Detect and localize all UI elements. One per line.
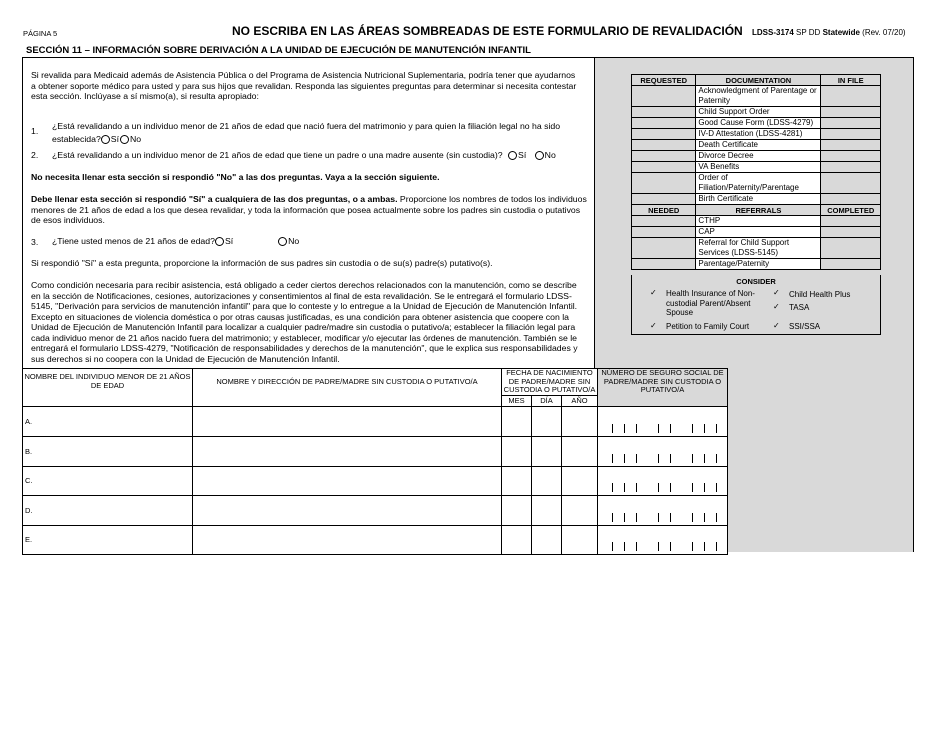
month-cell[interactable] bbox=[502, 406, 532, 436]
ssn-digit-divider bbox=[658, 542, 659, 551]
q3-no-radio[interactable] bbox=[278, 237, 287, 246]
requested-cell[interactable] bbox=[632, 86, 696, 107]
form-id bbox=[752, 28, 906, 37]
doc-item: VA Benefits bbox=[696, 162, 821, 173]
requested-cell[interactable] bbox=[632, 107, 696, 118]
condition-line: Unidad de Ejecución de Manutención Infantil para localizar a cualquier padre/madre sin custodia o putativo/a; establecer la filiación legal para bbox=[31, 322, 576, 332]
condition-text bbox=[31, 280, 596, 364]
child-name-cell[interactable] bbox=[23, 495, 193, 525]
in-file-cell[interactable] bbox=[821, 107, 881, 118]
month-header: MES bbox=[502, 395, 532, 406]
must-fill-instruction bbox=[31, 194, 596, 226]
ssn-digit-divider bbox=[612, 454, 613, 463]
child-name-cell[interactable] bbox=[23, 436, 193, 466]
form-warning-title: NO ESCRIBA EN LAS ÁREAS SOMBREADAS DE ESTE FORMULARIO DE REVALIDACIÓN bbox=[232, 24, 743, 38]
q2-no-radio[interactable] bbox=[535, 151, 544, 160]
day-cell[interactable] bbox=[532, 406, 562, 436]
day-cell[interactable] bbox=[532, 525, 562, 554]
parent-name-header: NOMBRE Y DIRECCIÓN DE PADRE/MADRE SIN CUSTODIA O PUTATIVO/A bbox=[193, 369, 502, 407]
question-1-text-cont bbox=[52, 134, 592, 145]
in-file-cell[interactable] bbox=[821, 86, 881, 107]
ssn-digit-divider bbox=[692, 454, 693, 463]
needed-cell[interactable] bbox=[632, 238, 696, 259]
child-name-cell[interactable] bbox=[23, 466, 193, 495]
requested-cell[interactable] bbox=[632, 140, 696, 151]
needed-header: NEEDED bbox=[632, 205, 696, 216]
completed-cell[interactable] bbox=[821, 238, 881, 259]
year-cell[interactable] bbox=[562, 466, 598, 495]
question-3-number: 3. bbox=[31, 237, 39, 247]
ssn-digit-divider bbox=[612, 513, 613, 522]
ssn-digit-divider bbox=[658, 513, 659, 522]
check-icon: ✓ bbox=[773, 321, 780, 330]
check-icon: ✓ bbox=[650, 321, 657, 330]
ssn-digit-divider bbox=[716, 513, 717, 522]
form-revision: (Rev. 07/20) bbox=[862, 28, 906, 37]
in-file-header: IN FILE bbox=[821, 75, 881, 86]
ssn-digit-divider bbox=[716, 454, 717, 463]
year-cell[interactable] bbox=[562, 436, 598, 466]
must-fill-line bbox=[31, 194, 596, 205]
check-icon: ✓ bbox=[650, 288, 657, 297]
requested-cell[interactable] bbox=[632, 129, 696, 140]
completed-cell[interactable] bbox=[821, 216, 881, 227]
completed-header: COMPLETED bbox=[821, 205, 881, 216]
requested-cell[interactable] bbox=[632, 162, 696, 173]
requested-cell[interactable] bbox=[632, 118, 696, 129]
intro-line: a obtener soporte médico para usted y para sus hijos que revalidan. Responda las siguientes preguntas para determinar si necesita contestar bbox=[31, 80, 577, 91]
month-cell[interactable] bbox=[502, 466, 532, 495]
in-file-cell[interactable] bbox=[821, 173, 881, 194]
year-header: AÑO bbox=[562, 395, 598, 406]
ssn-digit-divider bbox=[670, 513, 671, 522]
ssn-digit-divider bbox=[716, 424, 717, 433]
doc-item: Death Certificate bbox=[696, 140, 821, 151]
ssn-cell[interactable] bbox=[598, 495, 728, 525]
ssn-digit-divider bbox=[612, 542, 613, 551]
ssn-digit-divider bbox=[658, 483, 659, 492]
must-fill-rest: Proporcione los nombres de todos los individuos bbox=[397, 194, 587, 204]
referral-item: Parentage/Paternity bbox=[696, 259, 821, 270]
doc-item: Acknowledgment of Parentage or Paternity bbox=[696, 86, 821, 107]
in-file-cell[interactable] bbox=[821, 118, 881, 129]
in-file-cell[interactable] bbox=[821, 151, 881, 162]
q2-yes-label: Sí bbox=[518, 150, 527, 160]
noncustodial-parent-table bbox=[22, 368, 728, 555]
question-3-text: ¿Tiene usted menos de 21 años de edad? bbox=[52, 236, 215, 246]
question-3 bbox=[52, 236, 452, 247]
ssn-digit-divider bbox=[624, 454, 625, 463]
condition-line: cada individuo menor de 21 años nacido fuera del matrimonio; y establecer, modificar y/o ejecutar las órdenes de manutención. También se le bbox=[31, 332, 578, 343]
consider-box bbox=[631, 275, 881, 335]
doc-item: Good Cause Form (LDSS-4279) bbox=[696, 118, 821, 129]
question-1 bbox=[52, 121, 592, 144]
question-2-number: 2. bbox=[31, 150, 39, 160]
ssn-digit-divider bbox=[636, 542, 637, 551]
day-cell[interactable] bbox=[532, 495, 562, 525]
must-fill-bold: Debe llenar esta sección si respondió "Sí" a cualquiera de las dos preguntas, o a ambas. bbox=[31, 194, 398, 204]
ssn-digit-divider bbox=[612, 424, 613, 433]
month-cell[interactable] bbox=[502, 436, 532, 466]
question-1-number: 1. bbox=[31, 126, 39, 136]
row-label: A. bbox=[25, 416, 33, 426]
condition-line: entregará el formulario LDSS-4279, "Notificación de responsabilidades y derechos de la manutención", que le explica sus responsabilidades y bbox=[31, 343, 578, 353]
form-scope: Statewide bbox=[822, 28, 860, 37]
page-number: PÁGINA 5 bbox=[23, 29, 58, 38]
row-label: E. bbox=[25, 535, 33, 544]
condition-line: Excepto en situaciones de violencia doméstica o por otras causas justificadas, es una condición para obtener asistencia que coopere con la bbox=[31, 311, 569, 322]
doc-item: Order of Filiation/Paternity/Parentage bbox=[696, 173, 821, 194]
completed-cell[interactable] bbox=[821, 259, 881, 270]
consider-item: Petition to Family Court bbox=[666, 322, 750, 331]
ssn-digit-divider bbox=[704, 424, 705, 433]
documentation-checklist bbox=[631, 74, 881, 270]
q3-yes-radio[interactable] bbox=[215, 237, 224, 246]
consider-item: SSI/SSA bbox=[789, 322, 821, 331]
referral-item: Referral for Child Support Services (LDSS-5145) bbox=[696, 238, 821, 259]
year-cell[interactable] bbox=[562, 406, 598, 436]
q3-no-label: No bbox=[288, 236, 300, 246]
parent-name-cell[interactable] bbox=[193, 495, 502, 525]
requested-header: REQUESTED bbox=[632, 75, 696, 86]
ssn-digit-divider bbox=[670, 454, 671, 463]
child-name-cell[interactable] bbox=[23, 525, 193, 554]
year-cell[interactable] bbox=[562, 525, 598, 554]
q1-yes-radio[interactable] bbox=[101, 135, 110, 144]
must-fill-line: menores de 21 años de edad a los que desea revalidar, y toda la información que posea actualmente sobre los padres sin custodia o putativos bbox=[31, 204, 581, 215]
ssn-cell[interactable] bbox=[598, 436, 728, 466]
row-label: C. bbox=[25, 476, 33, 485]
ssn-digit-divider bbox=[670, 483, 671, 492]
in-file-cell[interactable] bbox=[821, 194, 881, 205]
day-header: DÍA bbox=[532, 395, 562, 406]
doc-item: Divorce Decree bbox=[696, 151, 821, 162]
row-label: B. bbox=[25, 446, 33, 456]
section-title: SECCIÓN 11 – INFORMACIÓN SOBRE DERIVACIÓN A LA UNIDAD DE EJECUCIÓN DE MANUTENCIÓN INFANTIL bbox=[22, 43, 914, 58]
ssn-digit-divider bbox=[624, 483, 625, 492]
consider-item: Child Health Plus bbox=[789, 290, 851, 299]
in-file-cell[interactable] bbox=[821, 162, 881, 173]
q1-no-radio[interactable] bbox=[120, 135, 129, 144]
must-fill-line: de esos individuos. bbox=[31, 215, 105, 225]
in-file-cell[interactable] bbox=[821, 140, 881, 151]
ssn-digit-divider bbox=[716, 542, 717, 551]
child-name-cell[interactable] bbox=[23, 406, 193, 436]
ssn-digit-divider bbox=[624, 424, 625, 433]
referral-item: CAP bbox=[696, 227, 821, 238]
day-cell[interactable] bbox=[532, 466, 562, 495]
q1-no-label: No bbox=[130, 133, 142, 144]
ssn-cell[interactable] bbox=[598, 466, 728, 495]
row-label: D. bbox=[25, 505, 33, 515]
question-2 bbox=[52, 150, 592, 161]
month-cell[interactable] bbox=[502, 525, 532, 554]
question-1-text: ¿Está revalidando a un individuo menor de 21 años de edad que nació fuera del matrimonio y para quien la filiación legal no ha sido bbox=[52, 121, 561, 131]
q2-no-label: No bbox=[544, 150, 556, 160]
form-sp: SP DD bbox=[796, 28, 821, 37]
ssn-digit-divider bbox=[692, 513, 693, 522]
documentation-header: DOCUMENTATION bbox=[696, 75, 821, 86]
ssn-digit-divider bbox=[636, 454, 637, 463]
ssn-digit-divider bbox=[704, 513, 705, 522]
consider-title: CONSIDER bbox=[736, 277, 776, 286]
ssn-digit-divider bbox=[624, 542, 625, 551]
check-icon: ✓ bbox=[773, 288, 780, 297]
year-cell[interactable] bbox=[562, 495, 598, 525]
ssn-digit-divider bbox=[704, 542, 705, 551]
parent-name-cell[interactable] bbox=[193, 436, 502, 466]
in-file-cell[interactable] bbox=[821, 129, 881, 140]
ssn-digit-divider bbox=[636, 513, 637, 522]
ssn-digit-divider bbox=[658, 424, 659, 433]
parent-name-cell[interactable] bbox=[193, 525, 502, 554]
q3-yes-label: Sí bbox=[224, 236, 234, 246]
ssn-digit-divider bbox=[692, 424, 693, 433]
completed-cell[interactable] bbox=[821, 227, 881, 238]
referral-item: CTHP bbox=[696, 216, 821, 227]
consider-item: Health Insurance of Non-custodial Parent/Absent Spouse bbox=[666, 289, 755, 317]
needed-cell[interactable] bbox=[632, 259, 696, 270]
doc-item: Birth Certificate bbox=[696, 194, 821, 205]
ssn-digit-divider bbox=[716, 483, 717, 492]
intro-text bbox=[31, 70, 591, 102]
check-icon: ✓ bbox=[773, 302, 780, 311]
ssn-cell[interactable] bbox=[598, 406, 728, 436]
requested-cell[interactable] bbox=[632, 194, 696, 205]
needed-cell[interactable] bbox=[632, 216, 696, 227]
bottom-shaded-area bbox=[724, 368, 914, 552]
condition-line: 5145, "Derivación para servicios de manutención infantil" para que lo conteste y lo entregue a la Unidad de Ejecución de Manutención Infantil. bbox=[31, 301, 578, 311]
ssn-digit-divider bbox=[624, 513, 625, 522]
condition-line: Como condición necesaria para recibir asistencia, está obligado a ceder ciertos derechos relacionados con la manutención, como se describe bbox=[31, 280, 577, 290]
question-3-followup: Si respondió "Sí" a esta pregunta, proporcione la información de sus padres sin custodia o de su(s) padre(s) putativo(s). bbox=[31, 258, 493, 268]
ssn-digit-divider bbox=[692, 483, 693, 492]
day-cell[interactable] bbox=[532, 436, 562, 466]
ssn-digit-divider bbox=[670, 424, 671, 433]
dob-header: FECHA DE NACIMIENTO DE PADRE/MADRE SIN CUSTODIA O PUTATIVO/A bbox=[502, 369, 598, 396]
q1-yes-label: Sí bbox=[110, 133, 120, 144]
question-2-text: ¿Está revalidando a un individuo menor de 21 años de edad que tiene un padre o una madre ausente (sin custodia)? bbox=[52, 150, 503, 160]
requested-cell[interactable] bbox=[632, 151, 696, 162]
q2-yes-radio[interactable] bbox=[508, 151, 517, 160]
ssn-digit-divider bbox=[658, 454, 659, 463]
condition-line: sus derechos si no coopera con la Unidad de Ejecución de Manutención Infantil. bbox=[31, 353, 340, 364]
question-1-label: establecida? bbox=[52, 133, 101, 144]
doc-item: IV-D Attestation (LDSS-4281) bbox=[696, 129, 821, 140]
parent-name-cell[interactable] bbox=[193, 466, 502, 495]
intro-line: Si revalida para Medicaid además de Asistencia Pública o del Programa de Asistencia Nutricional Suplementaria, podría tener que ayudarnos bbox=[31, 70, 576, 80]
intro-line: esta sección. Inclúyase a sí mismo(a), si resulta apropiado: bbox=[31, 91, 259, 101]
ssn-digit-divider bbox=[704, 454, 705, 463]
ssn-header: NÚMERO DE SEGURO SOCIAL DE PADRE/MADRE SIN CUSTODIA O PUTATIVO/A bbox=[598, 369, 728, 407]
no-need-instruction: No necesita llenar esta sección si respondió "No" a las dos preguntas. Vaya a la sección siguiente. bbox=[31, 172, 440, 182]
ssn-digit-divider bbox=[612, 483, 613, 492]
form-number: LDSS-3174 bbox=[752, 28, 794, 37]
doc-item: Child Support Order bbox=[696, 107, 821, 118]
consider-item: TASA bbox=[789, 303, 810, 312]
ssn-cell[interactable] bbox=[598, 525, 728, 554]
ssn-digit-divider bbox=[704, 483, 705, 492]
child-name-header: NOMBRE DEL INDIVIDUO MENOR DE 21 AÑOS DE EDAD bbox=[23, 369, 193, 407]
referrals-header: REFERRALS bbox=[696, 205, 821, 216]
requested-cell[interactable] bbox=[632, 173, 696, 194]
ssn-digit-divider bbox=[636, 483, 637, 492]
condition-line: en la sección de Notificaciones, cesiones, autorizaciones y consentimientos al final de esta revalidación. Se le entregará el formulario LDSS- bbox=[31, 290, 572, 301]
parent-name-cell[interactable] bbox=[193, 406, 502, 436]
ssn-digit-divider bbox=[692, 542, 693, 551]
ssn-digit-divider bbox=[636, 424, 637, 433]
ssn-digit-divider bbox=[670, 542, 671, 551]
month-cell[interactable] bbox=[502, 495, 532, 525]
needed-cell[interactable] bbox=[632, 227, 696, 238]
